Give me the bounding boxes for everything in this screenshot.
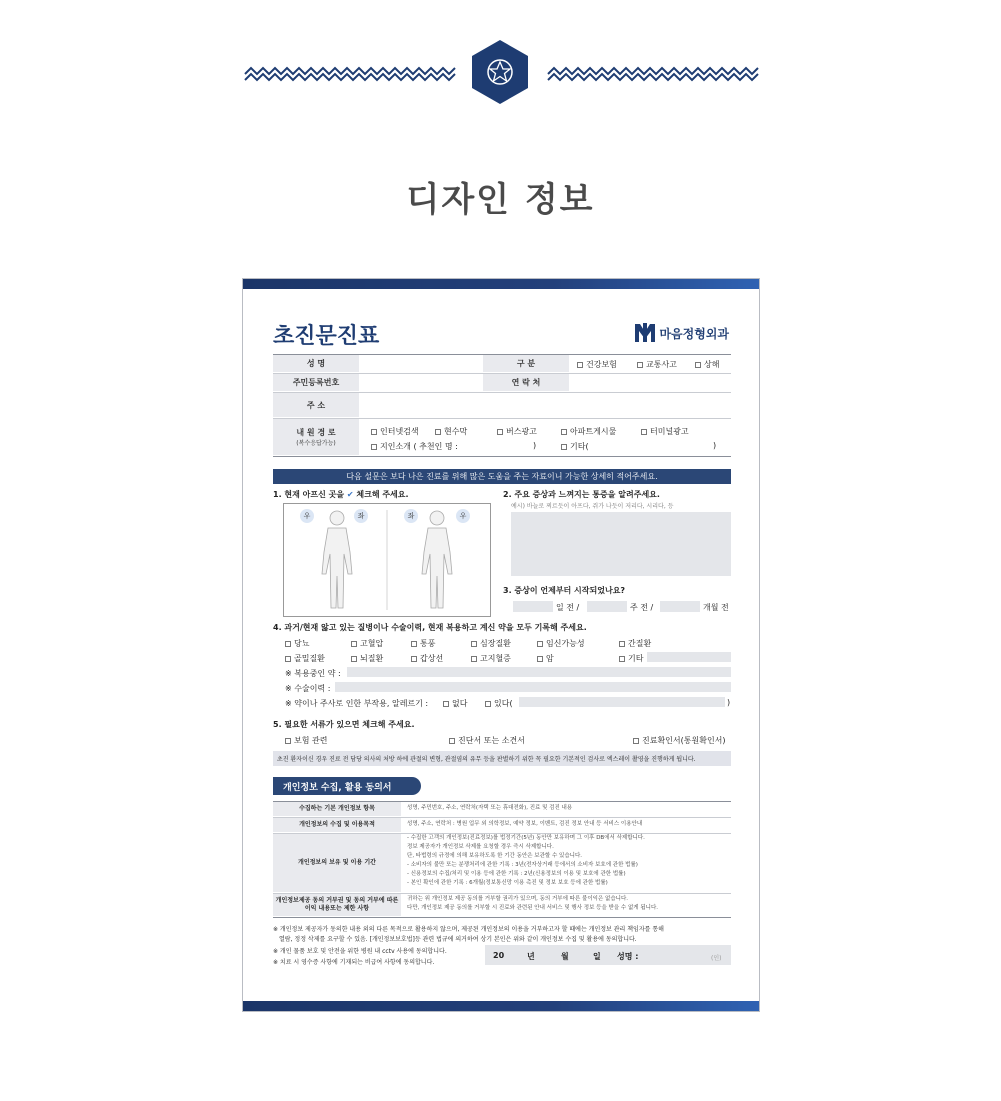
medicine-input[interactable]: [347, 667, 731, 677]
survey-banner: 다음 설문은 보다 나은 진료를 위해 많은 도움을 주는 자료이니 가능한 상세히 적어주세요.: [273, 469, 731, 484]
privacy-row-label: 개인정보의 보유 및 이용 기간: [273, 834, 401, 892]
disease-option[interactable]: 임신가능성: [537, 638, 585, 649]
disease-option[interactable]: 골밀질환: [285, 653, 325, 664]
disease-option[interactable]: 뇌질환: [351, 653, 383, 664]
symptom-input[interactable]: [511, 512, 731, 576]
left-side-tag: 좌: [354, 509, 368, 523]
top-color-bar: [243, 279, 759, 289]
bottom-color-bar: [243, 1001, 759, 1011]
signature-area[interactable]: [485, 945, 731, 965]
disease-option[interactable]: 간질환: [619, 638, 651, 649]
document-option[interactable]: 진단서 또는 소견서: [449, 735, 525, 746]
disease-option[interactable]: 갑상선: [411, 653, 443, 664]
privacy-footer: ※ 개인정보 제공자가 동의한 내용 외의 다른 목적으로 활용하지 않으며, 제공된 개인정보의 이용을 거부하고자 할 때에는 개인정보 관리 책임자를 통해: [273, 926, 664, 933]
q2-hint: 예시) 바늘로 찌르듯이 아프다, 쥐가 나듯이 저리다, 시리다, 등: [511, 503, 674, 510]
visit-option[interactable]: 아파트게시물: [561, 426, 616, 437]
sign-name-label: 성명 :: [617, 952, 639, 961]
medicine-label: ※ 복용중인 약 :: [285, 669, 341, 678]
privacy-row-value: 성명, 주민번호, 주소, 연락처(자택 또는 휴대전화), 진료 및 검진 내용: [407, 805, 573, 811]
page-title: 디자인 정보: [406, 180, 595, 220]
month-label: 월: [561, 952, 569, 961]
days-input[interactable]: [513, 601, 553, 612]
privacy-row-label: 개인정보의 수집 및 이용목적: [273, 818, 401, 832]
contact-label: 연 락 처: [483, 374, 569, 391]
allergy-close: ): [727, 698, 731, 707]
weeks-input[interactable]: [587, 601, 627, 612]
disease-option[interactable]: 기타: [619, 653, 643, 664]
visit-option[interactable]: 현수막: [435, 426, 467, 437]
privacy-footer: 열람, 정정 삭제를 요구할 수 있음. [개인정보보호법]등 관련 법규에 의거하여 상기 본인은 위와 같이 개인정보 수집 및 활용에 동의합니다.: [279, 936, 637, 943]
intake-form-card: [242, 278, 760, 1012]
zigzag-ornament: [0, 40, 1001, 110]
visit-route-label: 내 원 경 로 (복수응답가능): [273, 419, 359, 455]
privacy-row-label: 수집하는 기본 개인정보 항목: [273, 802, 401, 816]
retention-line: - 본인 확인에 관한 기록 : 6개월(정보통신망 이용 촉진 및 정보 보호 등에 관한 법률): [407, 880, 608, 886]
refusal-line: 귀하는 위 개인정보 제공 동의를 거부할 권리가 있으며, 동의 거부에 따른 불이익은 없습니다.: [407, 896, 629, 902]
year-prefix: 20: [493, 951, 505, 960]
year-label: 년: [527, 952, 535, 961]
right-side-tag: 우: [300, 509, 314, 523]
months-input[interactable]: [660, 601, 700, 612]
right-side-tag: 우: [456, 509, 470, 523]
category-option[interactable]: 건강보험: [577, 359, 617, 370]
privacy-bottom-line: [273, 917, 731, 918]
clinic-name: 마음정형외과: [659, 326, 729, 341]
q3-title: 3. 증상이 언제부터 시작되었나요?: [503, 586, 626, 595]
visit-option[interactable]: 터미널광고: [641, 426, 689, 437]
seal-mark: (인): [711, 955, 722, 962]
left-side-tag: 좌: [404, 509, 418, 523]
retention-line: - 신용정보의 수집/처리 및 이용 등에 관한 기록 : 2년(신용정보의 이용 및 보호에 관한 법률): [407, 871, 626, 877]
visit-option[interactable]: 버스광고: [497, 426, 537, 437]
m-mark-icon: [634, 323, 656, 343]
allergy-yes-option[interactable]: 있다(: [485, 698, 513, 709]
table-bottom-line: [273, 456, 731, 457]
privacy-row-label: 개인정보제공 동의 거부권 및 동의 거부에 따른 이익 내용또는 제한 사항: [273, 894, 401, 916]
cctv-consent: ※ 개인 물품 보호 및 안전을 위한 병원 내 cctv 사용에 동의합니다.: [273, 948, 447, 955]
other-disease-input[interactable]: [647, 652, 731, 662]
disease-option[interactable]: 심장질환: [471, 638, 511, 649]
name-label: 성 명: [273, 355, 359, 372]
disease-option[interactable]: 암: [537, 653, 554, 664]
months-unit: 개월 전: [703, 603, 729, 612]
privacy-section-tab: 개인정보 수집, 활용 동의서: [273, 777, 421, 795]
check-icon: ✔: [346, 490, 354, 499]
disease-option[interactable]: 당뇨: [285, 638, 309, 649]
allergy-label: ※ 약이나 주사로 인한 부작용, 알레르기 :: [285, 699, 429, 708]
receipt-consent: ※ 치료 시 영수증 사항에 기재되는 비급여 사항에 동의합니다.: [273, 959, 435, 966]
referral-close: ): [533, 441, 537, 450]
document-option[interactable]: 진료확인서(통원확인서): [633, 735, 726, 746]
allergy-input[interactable]: [519, 697, 725, 707]
category-option[interactable]: 상해: [695, 359, 719, 370]
category-option[interactable]: 교통사고: [637, 359, 677, 370]
disease-option[interactable]: 고지혈증: [471, 653, 511, 664]
header-decoration: [0, 40, 1001, 110]
allergy-no-option[interactable]: 없다: [443, 698, 467, 709]
xray-notice: 초진 환자이신 경우 진료 전 담당 의사의 처방 하에 관절의 변형, 관절염의 유무 등을 판별하기 위한 꼭 필요한 기본적인 검사로 엑스레이 촬영을 진행하게 됩니다.: [273, 751, 731, 766]
visit-other-option[interactable]: 기타(: [561, 441, 589, 452]
category-label: 구 분: [483, 355, 569, 372]
q4-title: 4. 과거/현재 앓고 있는 질병이나 수술이력, 현재 복용하고 계신 약을 모두 기록해 주세요.: [273, 623, 587, 632]
retention-line: 정보 제공자가 개인정보 삭제를 요청할 경우 즉시 삭제합니다.: [407, 844, 554, 850]
form-title: 초진문진표: [273, 324, 380, 349]
clinic-logo: [634, 323, 729, 343]
refusal-line: 다만, 개인정보 제공 동의를 거부할 시 진료와 관련된 안내 서비스 및 행사 정보 등을 받을 수 없게 됩니다.: [407, 905, 659, 911]
star-hexagon-icon: [472, 40, 528, 104]
day-label: 일: [593, 952, 601, 961]
surgery-label: ※ 수술이력 :: [285, 684, 331, 693]
visit-referral-option[interactable]: 지인소개 ( 추천인 명 :: [371, 441, 458, 452]
privacy-row-value: 성명, 주소, 연락처 : 병원 업무 외 의학정보, 예약 정보, 이벤트, 검진 정보 안내 등 서비스 이용안내: [407, 821, 643, 827]
surgery-input[interactable]: [335, 682, 731, 692]
document-option[interactable]: 보험 관련: [285, 735, 327, 746]
disease-option[interactable]: 고혈압: [351, 638, 383, 649]
retention-line: - 소비자의 불만 또는 분쟁처리에 관한 기록 : 3년(전자상거래 등에서의 소비자 보호에 관한 법률): [407, 862, 638, 868]
q1-title: 1. 현재 아프신 곳을 ✔ 체크해 주세요.: [273, 490, 409, 499]
body-diagram[interactable]: [283, 503, 491, 617]
other-close: ): [713, 441, 717, 450]
disease-option[interactable]: 통풍: [411, 638, 435, 649]
q5-title: 5. 필요한 서류가 있으면 체크해 주세요.: [273, 720, 415, 729]
weeks-unit: 주 전 /: [630, 603, 654, 612]
retention-line: 단, 타법령의 규정에 의해 보유하도록 한 기간 동안은 보관할 수 있습니다.: [407, 853, 583, 859]
address-label: 주 소: [273, 393, 359, 417]
q2-title: 2. 주요 증상과 느껴지는 통증을 알려주세요.: [503, 490, 660, 499]
days-unit: 일 전 /: [556, 603, 580, 612]
visit-option[interactable]: 인터넷검색: [371, 426, 419, 437]
retention-line: - 수집한 고객의 개인정보(진료정보)를 법정기간(5년) 동안만 보유하며 그 이후 DB에서 삭제합니다.: [407, 835, 645, 841]
rrn-label: 주민등록번호: [273, 374, 359, 391]
